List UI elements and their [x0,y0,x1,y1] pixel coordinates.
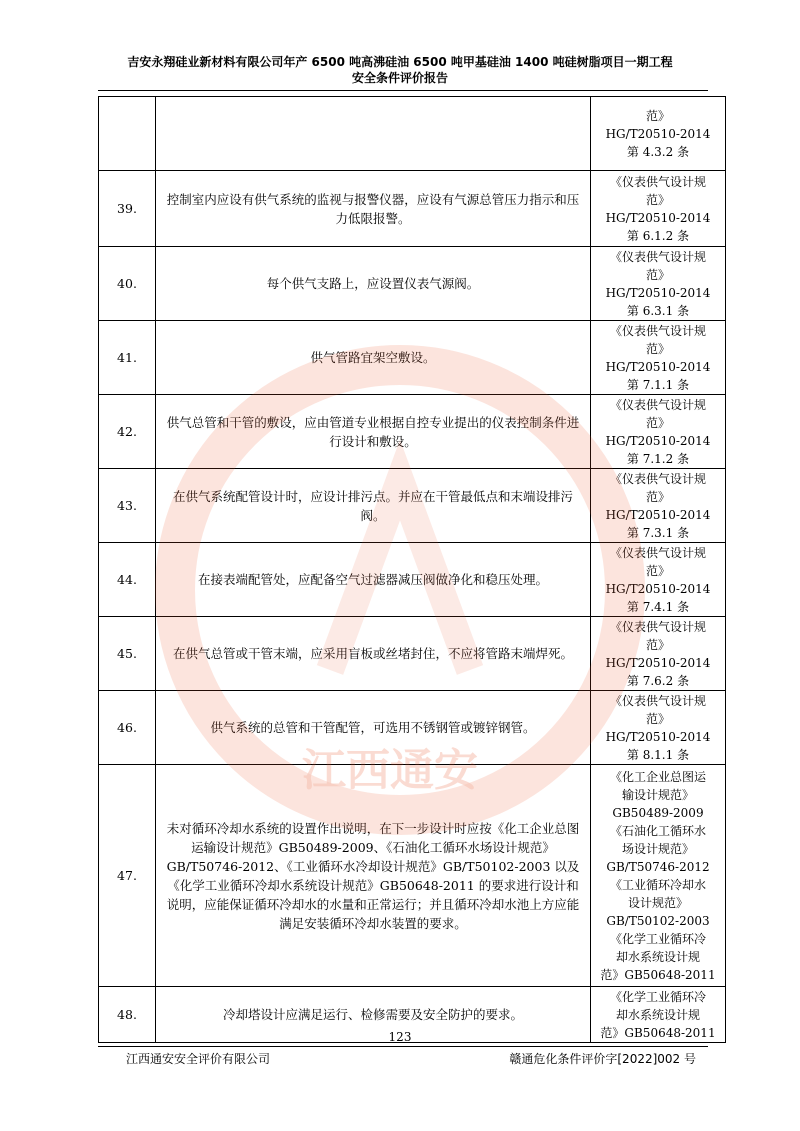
item-reference [591,691,726,765]
item-reference [591,543,726,617]
item-requirement: 每个供气支路上，应设置仪表气源阀。 [156,247,591,321]
item-reference [591,171,726,247]
item-reference [591,765,726,987]
report-project-title: 吉安永翔硅业新材料有限公司年产 6500 吨高沸硅油 6500 吨甲基硅油 1400 吨硅树脂项目一期工程 [127,55,673,69]
item-reference [591,97,726,171]
reference-line: HG/T20510-2014 [605,581,711,596]
table-row [99,171,726,247]
reference-line: HG/T20510-2014 [605,126,711,141]
item-number: 43. [99,469,156,543]
reference-line: 《石油化工循环水 [609,823,706,838]
reference-line: 场设计规范》 [621,841,694,856]
header-rule [98,90,708,91]
reference-line: GB/T50102-2003 [606,913,710,928]
item-requirement [156,97,591,171]
table-row [99,543,726,617]
item-requirement: 冷却塔设计应满足运行、检修需要及安全防护的要求。 [156,987,591,1043]
reference-line: 《工业循环冷却水 [609,877,706,892]
reference-line: HG/T20510-2014 [605,729,711,744]
reference-line: GB/T50746-2012 [606,859,710,874]
reference-line: HG/T20510-2014 [605,285,711,300]
reference-line: 范》 [645,637,670,652]
item-number: 39. [99,171,156,247]
reference-line: 《仪表供气设计规 [609,249,706,264]
item-reference [591,469,726,543]
item-reference [591,247,726,321]
page-header [0,54,800,86]
item-number: 47. [99,765,156,987]
item-number: 41. [99,321,156,395]
reference-line: 第 4.3.2 条 [626,144,690,159]
page-number: 123 [388,1030,412,1044]
item-requirement: 在接表端配管处，应配备空气过滤器减压阀做净化和稳压处理。 [156,543,591,617]
item-requirement: 在供气总管或干管末端，应采用盲板或丝堵封住，不应将管路末端焊死。 [156,617,591,691]
reference-line: 第 6.1.2 条 [626,228,690,243]
item-requirement: 未对循环冷却水系统的设置作出说明，在下一步设计时应按《化工企业总图运输设计规范》GB50489-2009、《石油化工循环水场设计规范》GB/T50746-2012、《工业循环水冷却设计规范》GB/T50102-2003 以及《化学工业循环冷却水系统设计规范》GB50648-2011 的要求进行设计和说明，应能保证循环冷却水的水量和正常运行；并且循环冷却水池上方应能满足安装循环冷却水装置的要求。 [156,765,591,987]
reference-line: 第 6.3.1 条 [626,303,690,318]
item-number: 45. [99,617,156,691]
item-number: 42. [99,395,156,469]
reference-line: 《化学工业循环冷 [609,931,706,946]
report-type-title: 安全条件评价报告 [351,71,448,85]
reference-line: 范》 [645,489,670,504]
reference-line: 范》 [645,415,670,430]
item-requirement: 供气管路宜架空敷设。 [156,321,591,395]
item-reference [591,617,726,691]
footer-rule [98,1046,708,1047]
reference-line: 第 7.6.2 条 [626,673,690,688]
requirements-table [98,96,726,1043]
item-requirement: 供气系统的总管和干管配管，可选用不锈钢管或镀锌钢管。 [156,691,591,765]
reference-line: 第 7.1.1 条 [626,377,690,392]
reference-line: 范》GB50648-2011 [600,967,716,982]
reference-line: 范》 [645,563,670,578]
reference-line: 却水系统设计规 [615,1007,700,1022]
item-number: 48. [99,987,156,1043]
item-reference [591,395,726,469]
reference-line: 范》 [645,267,670,282]
reference-line: 《仪表供气设计规 [609,397,706,412]
reference-line: 第 7.4.1 条 [626,599,690,614]
item-reference [591,321,726,395]
item-number: 46. [99,691,156,765]
table-row [99,395,726,469]
reference-line: 《仪表供气设计规 [609,545,706,560]
reference-line: 第 7.3.1 条 [626,525,690,540]
reference-line: HG/T20510-2014 [605,655,711,670]
item-requirement: 在供气系统配管设计时，应设计排污点。并应在干管最低点和末端设排污阀。 [156,469,591,543]
table-row [99,247,726,321]
footer-doc-number: 赣通危化条件评价字[2022]002 号 [509,1052,696,1066]
table-row [99,97,726,171]
reference-line: 范》 [645,108,670,123]
reference-line: 《仪表供气设计规 [609,619,706,634]
reference-line: 却水系统设计规 [615,949,700,964]
table-row [99,691,726,765]
reference-line: 《仪表供气设计规 [609,693,706,708]
footer-company: 江西通安安全评价有限公司 [126,1052,271,1066]
reference-line: HG/T20510-2014 [605,210,711,225]
reference-line: HG/T20510-2014 [605,359,711,374]
reference-line: 范》 [645,192,670,207]
reference-line: 输设计规范》 [621,787,694,802]
reference-line: 第 8.1.1 条 [626,747,690,762]
table-row [99,617,726,691]
reference-line: 设计规范》 [627,895,688,910]
reference-line: 《仪表供气设计规 [609,174,706,189]
table-row [99,765,726,987]
reference-line: 《化工企业总图运 [609,769,706,784]
reference-line: 《仪表供气设计规 [609,471,706,486]
seal-center-text: 江西通安 [302,745,478,796]
reference-line: HG/T20510-2014 [605,433,711,448]
table-row [99,321,726,395]
reference-line: 范》 [645,341,670,356]
item-requirement: 供气总管和干管的敷设，应由管道专业根据自控专业提出的仪表控制条件进行设计和敷设。 [156,395,591,469]
reference-line: HG/T20510-2014 [605,507,711,522]
item-number: 40. [99,247,156,321]
reference-line: 范》 [645,711,670,726]
item-requirement: 控制室内应设有供气系统的监视与报警仪器，应设有气源总管压力指示和压力低限报警。 [156,171,591,247]
reference-line: GB50489-2009 [612,805,704,820]
reference-line: 《化学工业循环冷 [609,989,706,1004]
item-number: 44. [99,543,156,617]
reference-line: 范》GB50648-2011 [600,1025,716,1040]
table-row [99,469,726,543]
reference-line: 第 7.1.2 条 [626,451,690,466]
item-number [99,97,156,171]
reference-line: 《仪表供气设计规 [609,323,706,338]
